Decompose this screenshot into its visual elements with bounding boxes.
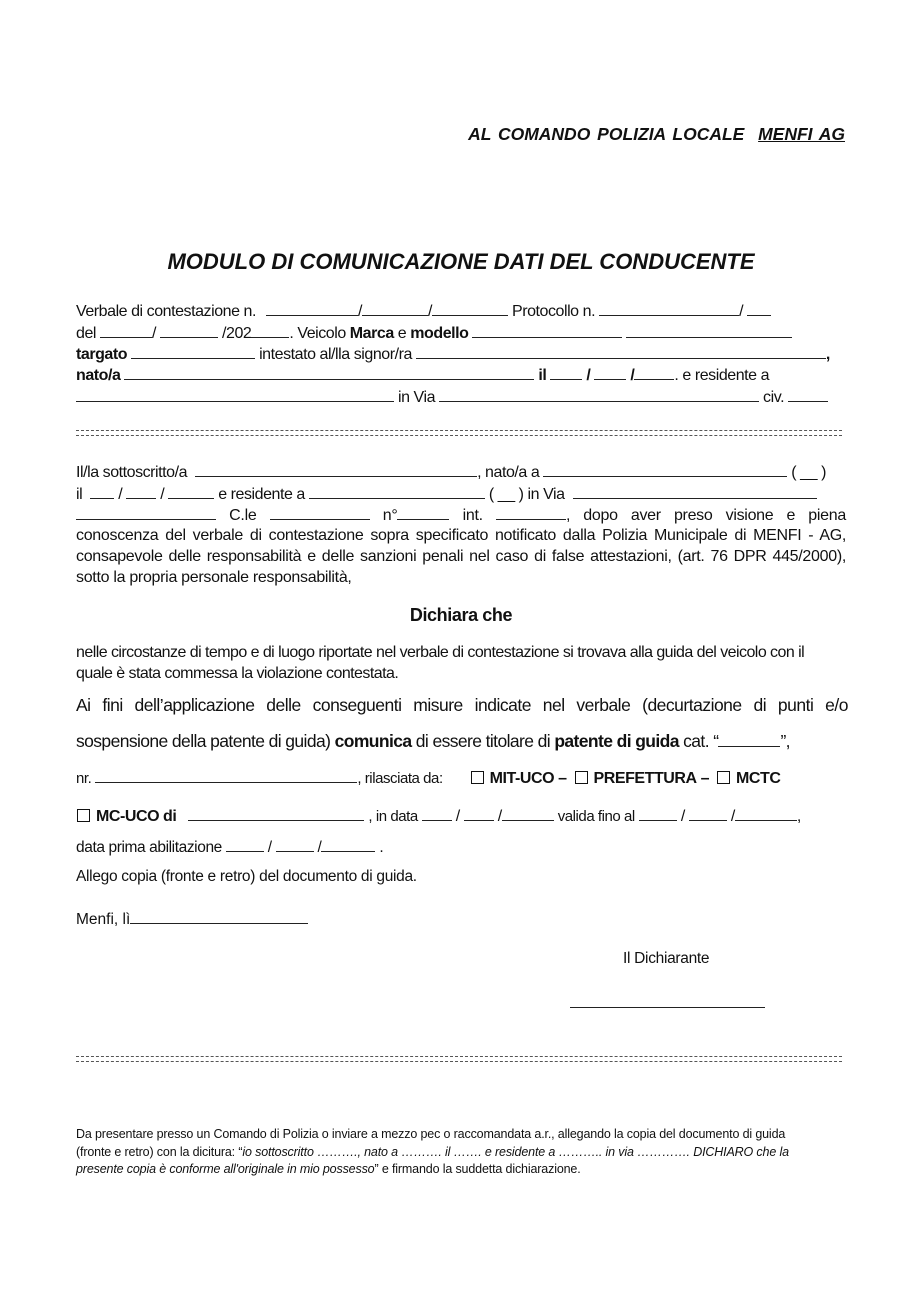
patente-label: patente di guida — [554, 731, 679, 751]
section-divider — [76, 430, 842, 436]
data-month-field[interactable] — [464, 806, 494, 821]
dopo-label: , dopo aver preso visione e piena — [565, 507, 846, 524]
verbale-number-field[interactable] — [266, 301, 358, 316]
checkbox-icon[interactable] — [717, 771, 730, 784]
footer-line-3-suffix: ” e firmando la suddetta dichiarazione. — [374, 1162, 581, 1176]
intestato-label: intestato al/lla signor/ra — [259, 346, 412, 363]
marca-field[interactable] — [472, 323, 622, 338]
in-via-label: in Via — [398, 389, 436, 406]
slash: / — [455, 808, 460, 825]
residente-label: . e residente a — [674, 367, 770, 384]
protocollo-label: Protocollo n. — [511, 303, 596, 320]
sottoscritto-field[interactable] — [195, 462, 477, 477]
valida-month-field[interactable] — [689, 806, 727, 821]
modello-label: modello — [410, 325, 469, 342]
abilitazione-day-field[interactable] — [226, 837, 264, 852]
del-year-field[interactable] — [251, 323, 289, 338]
dichiara-heading: Dichiara che — [409, 605, 513, 625]
residenza-field[interactable] — [76, 387, 394, 402]
year-prefix: /202 — [222, 325, 252, 342]
il-line — [76, 484, 817, 504]
signature-field[interactable] — [570, 1007, 765, 1008]
checkbox-icon[interactable] — [77, 809, 90, 822]
slash: / — [427, 303, 432, 320]
targato-line — [76, 344, 830, 364]
dash: – — [700, 770, 710, 787]
patente-number-field[interactable] — [95, 768, 357, 783]
comma: , — [825, 346, 830, 363]
data-luogo-field[interactable] — [130, 909, 308, 924]
verbale-number-field-2[interactable] — [362, 301, 428, 316]
checkbox-icon[interactable] — [575, 771, 588, 784]
nato-month-field[interactable] — [594, 365, 626, 380]
option-label: MIT-UCO — [489, 770, 555, 787]
page-title: MODULO DI COMUNICAZIONE DATI DEL CONDUCENTE — [167, 249, 755, 274]
footer-line-1: Da presentare presso un Comando di Polizia o inviare a mezzo pec o raccomandata a.r., allegando la copia del documento di guida — [76, 1127, 786, 1141]
checkbox-icon[interactable] — [471, 771, 484, 784]
footer-note — [76, 1126, 789, 1179]
comunica-label: comunica — [334, 731, 412, 751]
para-line-3: sotto la propria personale responsabilità, — [76, 569, 352, 586]
nato-luogo-field[interactable] — [124, 365, 534, 380]
cle-line — [76, 505, 846, 526]
del-line — [76, 323, 792, 343]
slash: / — [730, 808, 735, 825]
slash: / — [739, 303, 744, 320]
via-field[interactable] — [439, 387, 759, 402]
marca-label: Marca — [349, 325, 394, 342]
comunica-prefix: sospensione della patente di guida) — [76, 731, 335, 751]
sottoscritto-label: Il/la sottoscritto/a — [76, 464, 188, 481]
signature-label: Il Dichiarante — [623, 950, 710, 967]
interno-field[interactable] — [496, 505, 566, 520]
residente-field[interactable] — [309, 484, 485, 499]
nr-line — [76, 768, 780, 788]
abilitazione-month-field[interactable] — [276, 837, 314, 852]
civico-field[interactable] — [788, 387, 828, 402]
recipient-header — [468, 124, 845, 145]
prima-abilitazione-label: data prima abilitazione — [76, 839, 222, 856]
del-label: del — [76, 325, 97, 342]
cle-field[interactable] — [270, 505, 370, 520]
comune-field[interactable] — [76, 505, 216, 520]
protocollo-field[interactable] — [599, 301, 739, 316]
verbale-number-field-3[interactable] — [432, 301, 508, 316]
dichiara-para-1: nelle circostanze di tempo e di luogo riportate nel verbale di contestazione si trovava alla guida del veicolo con il — [76, 644, 805, 661]
data-year-field[interactable] — [502, 806, 554, 821]
nato-label: nato/a — [76, 367, 121, 384]
del-day-field[interactable] — [100, 323, 152, 338]
para-line-1: conoscenza del verbale di contestazione sopra specificato notificato dalla Polizia Municipale di MENFI - AG, — [76, 527, 846, 544]
footer-line-2-prefix: (fronte e retro) con la dicitura: “ — [76, 1144, 243, 1159]
slash: / — [680, 808, 685, 825]
option-prefettura[interactable] — [575, 770, 697, 787]
dichiara-para-2: quale è stata commessa la violazione contestata. — [76, 665, 399, 682]
comunica-line — [76, 731, 790, 752]
nato-a-field[interactable] — [543, 462, 787, 477]
slash: / — [317, 839, 322, 856]
rilasciata-label: , rilasciata da: — [357, 770, 443, 787]
del-month-field[interactable] — [160, 323, 218, 338]
year-field[interactable] — [168, 484, 214, 499]
slash: / — [160, 486, 165, 503]
protocollo-field-2[interactable] — [747, 301, 771, 316]
slash: / — [586, 367, 591, 384]
via-field-2[interactable] — [573, 484, 817, 499]
prov-in-via-label: ( __ ) in Via — [488, 486, 565, 503]
veicolo-label: . Veicolo — [289, 325, 350, 342]
il-label: il — [538, 367, 547, 384]
day-field[interactable] — [90, 484, 114, 499]
verbale-line — [76, 301, 771, 321]
n-label: n° — [382, 507, 398, 524]
cle-label: C.le — [229, 507, 257, 524]
luogo-line — [76, 909, 308, 929]
option-mit-uco[interactable] — [471, 770, 554, 787]
slash: / — [118, 486, 123, 503]
option-label: MCTC — [736, 770, 781, 787]
slash: / — [267, 839, 272, 856]
valida-label: valida fino al — [557, 808, 635, 825]
modello-field[interactable] — [626, 323, 792, 338]
option-label: MC-UCO di — [96, 808, 177, 825]
prima-abilitazione-line — [76, 837, 383, 857]
slash: / — [630, 367, 635, 384]
valida-day-field[interactable] — [639, 806, 677, 821]
numero-field[interactable] — [397, 505, 449, 520]
residente-label: e residente a — [218, 486, 305, 503]
slash: / — [497, 808, 502, 825]
mc-uco-line — [77, 806, 801, 826]
intestatario-field[interactable] — [416, 344, 826, 359]
nato-line — [76, 365, 769, 385]
cat-label: cat. “ — [678, 731, 719, 751]
nato-a-label: , nato/a a — [477, 464, 540, 481]
targato-label: targato — [76, 346, 128, 363]
il-label: il — [76, 486, 83, 503]
allego-text: Allego copia (fronte e retro) del documento di guida. — [76, 868, 417, 885]
option-label: PREFETTURA — [593, 770, 697, 787]
comunica-middle: di essere titolare di — [411, 731, 555, 751]
nato-year-field[interactable] — [634, 365, 674, 380]
footer-line-2-italic: io sottoscritto ………., nato a ………. il ……. e residente a ……….. in via …………. DICHIARO che la — [242, 1144, 789, 1159]
footer-line-3 — [76, 1161, 789, 1179]
option-mc-uco[interactable] — [77, 808, 176, 825]
civ-label: civ. — [763, 389, 785, 406]
nato-day-field[interactable] — [550, 365, 582, 380]
footer-line-3-italic: presente copia è conforme all'originale in mio possesso — [76, 1162, 375, 1176]
int-label: int. — [462, 507, 483, 524]
recipient-label: AL COMANDO POLIZIA LOCALE — [468, 124, 745, 144]
para-line-2: consapevole delle responsabilità e delle sanzioni penali nel caso di false attestazioni, (art. 76 DPR 445/2000), — [76, 548, 846, 565]
ai-fini-line: Ai fini dell’applicazione delle conseguenti misure indicate nel verbale (decurtazione di punti e/o — [76, 695, 848, 715]
provincia-field[interactable]: ( __ ) — [791, 464, 826, 481]
slash: / — [357, 303, 362, 320]
targa-field[interactable] — [131, 344, 255, 359]
abilitazione-year-field[interactable] — [321, 837, 375, 852]
valida-year-field[interactable] — [735, 806, 797, 821]
month-field[interactable] — [126, 484, 156, 499]
data-day-field[interactable] — [422, 806, 452, 821]
sottoscritto-line — [76, 462, 826, 482]
footer-divider — [76, 1056, 842, 1062]
recipient-city: MENFI AG — [758, 124, 845, 144]
e-label: e — [393, 325, 411, 342]
verbale-label: Verbale di contestazione n. — [76, 303, 256, 320]
nr-label: nr. — [76, 770, 92, 787]
cat-close: ”, — [780, 731, 790, 751]
mc-uco-field[interactable] — [188, 806, 364, 821]
option-mctc[interactable] — [717, 770, 780, 787]
period: . — [379, 839, 384, 856]
dash: – — [558, 770, 567, 787]
luogo-label: Menfi, lì — [76, 911, 131, 928]
in-data-label: , in data — [368, 808, 418, 825]
comma: , — [796, 808, 801, 825]
footer-line-2 — [76, 1144, 789, 1162]
slash: / — [152, 325, 157, 342]
via-line — [76, 387, 828, 407]
categoria-field[interactable] — [718, 731, 780, 747]
